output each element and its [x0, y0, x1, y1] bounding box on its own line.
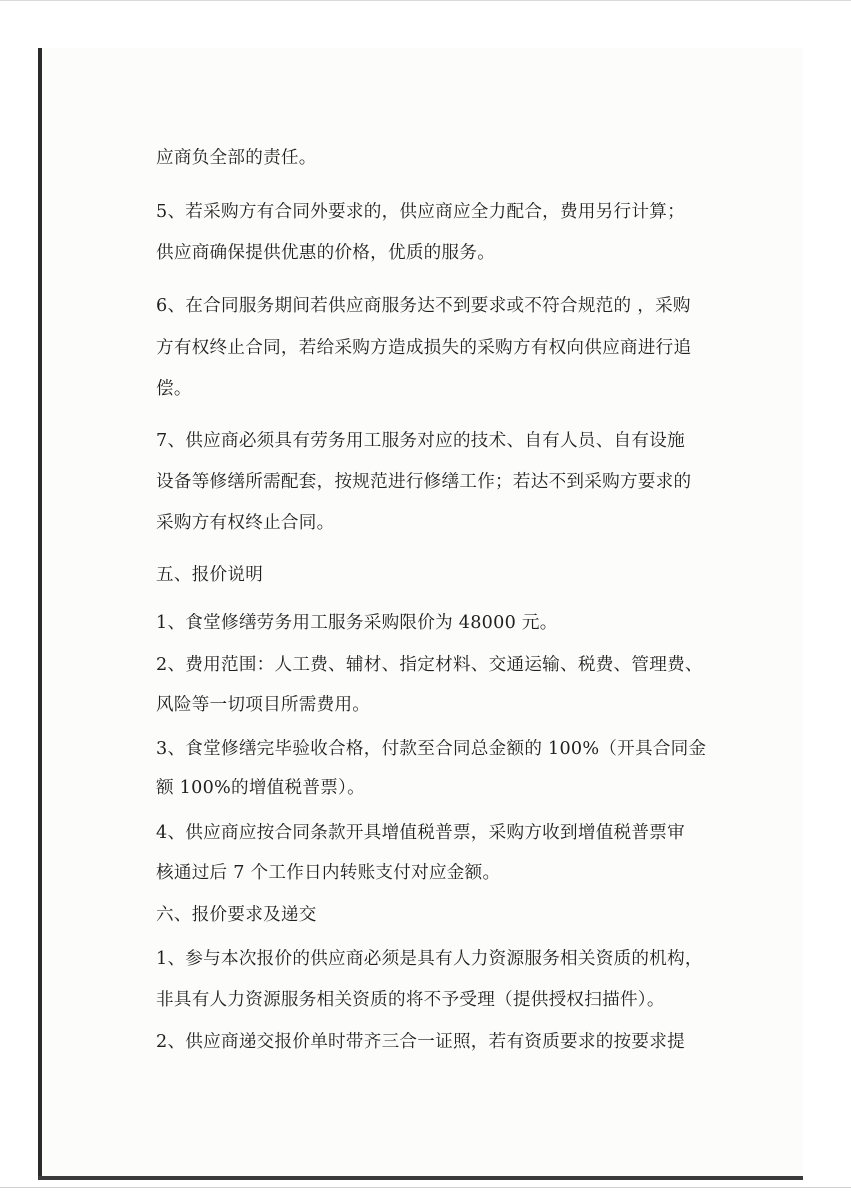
- text-line: 额 100%的增值税普票）。: [156, 778, 365, 798]
- text-line: 2、供应商递交报价单时带齐三合一证照，若有资质要求的按要求提: [156, 1032, 685, 1052]
- section-heading: 五、报价说明: [156, 565, 264, 585]
- text-line: 5、若采购方有合同外要求的，供应商应全力配合，费用另行计算；: [156, 202, 685, 222]
- text-line: 核通过后 7 个工作日内转账支付对应金额。: [156, 863, 501, 883]
- scan-left-border: [38, 48, 42, 1180]
- text-line: 供应商确保提供优惠的价格，优质的服务。: [156, 243, 496, 263]
- text-line: 应商负全部的责任。: [156, 148, 317, 168]
- text-line: 偿。: [156, 379, 192, 399]
- text-line: 非具有人力资源服务相关资质的将不予受理（提供授权扫描件）。: [156, 990, 665, 1010]
- text-line: 1、参与本次报价的供应商必须是具有人力资源服务相关资质的机构，: [156, 949, 703, 969]
- text-line: 风险等一切项目所需费用。: [156, 695, 371, 715]
- text-line: 3、食堂修缮完毕验收合格，付款至合同总金额的 100%（开具合同金: [156, 739, 707, 759]
- text-line: 采购方有权终止合同。: [156, 513, 335, 533]
- text-line: 1、食堂修缮劳务用工服务采购限价为 48000 元。: [156, 613, 558, 633]
- document-body: [156, 0, 707, 1193]
- text-line: 6、在合同服务期间若供应商服务达不到要求或不符合规范的 ，采购: [156, 296, 691, 316]
- text-line: 2、费用范围：人工费、辅材、指定材料、交通运输、税费、管理费、: [156, 655, 703, 675]
- text-line: 7、供应商必须具有劳务用工服务对应的技术、自有人员、自有设施: [156, 431, 685, 451]
- text-line: 设备等修缮所需配套，按规范进行修缮工作；若达不到采购方要求的: [156, 472, 692, 492]
- text-line: 4、供应商应按合同条款开具增值税普票，采购方收到增值税普票审: [156, 823, 685, 843]
- section-heading: 六、报价要求及递交: [156, 905, 317, 925]
- text-line: 方有权终止合同，若给采购方造成损失的采购方有权向供应商进行追: [156, 338, 692, 358]
